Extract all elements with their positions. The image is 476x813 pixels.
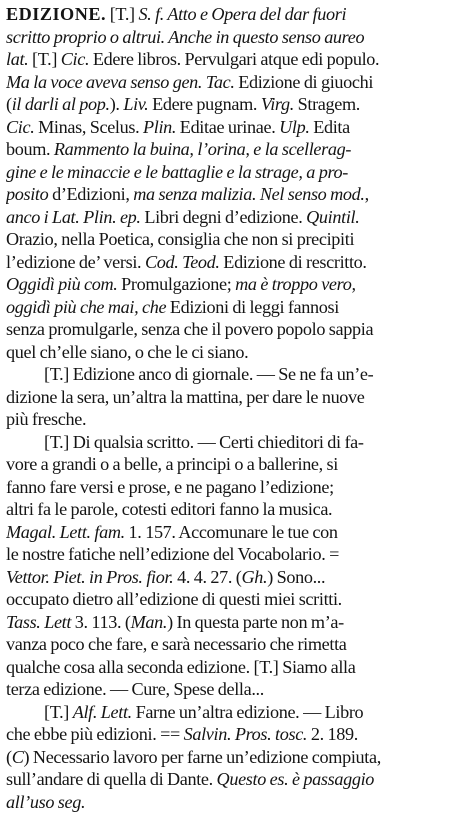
text-segment: d’Edizioni, xyxy=(48,184,133,204)
text-line xyxy=(6,768,468,791)
text-segment: occupato dietro all’edizione di questi miei scritti. xyxy=(6,589,342,609)
text-segment: ) Necessario lavoro per farne un’edizione compiuta, xyxy=(24,747,381,767)
italic-text: Cic. xyxy=(6,117,34,137)
italic-text: Gh. xyxy=(241,567,267,587)
italic-text: Ma la voce aveva senso gen. Tac. xyxy=(6,72,235,92)
text-segment: [T.] Edizione anco di giornale. — Se ne fa un’e- xyxy=(44,364,373,384)
text-segment: [T.] xyxy=(106,4,138,24)
text-segment: Stragem. xyxy=(294,94,360,114)
text-line xyxy=(6,498,468,521)
text-line xyxy=(6,408,468,431)
italic-text: Oggidì più com. xyxy=(6,274,117,294)
text-line xyxy=(6,656,468,679)
text-line xyxy=(6,228,468,251)
text-segment: Edizione di giuochi xyxy=(235,72,373,92)
text-segment: Orazio, nella Poetica, consiglia che non si precipiti xyxy=(6,229,354,249)
italic-text: Alf. Lett. xyxy=(73,702,132,722)
text-segment: Edere libros. Pervulgari atque edi populo. xyxy=(89,49,379,69)
italic-text: Cic. xyxy=(61,49,89,69)
text-line xyxy=(6,71,468,94)
text-line xyxy=(6,791,468,813)
text-segment: Edizione di rescritto. xyxy=(220,252,367,272)
text-segment: [T.] xyxy=(28,49,60,69)
italic-text: Rammento la buina, l’orina, e la scellerag- xyxy=(54,139,351,159)
text-segment: qualche cosa alla seconda edizione. [T.] Siamo alla xyxy=(6,657,355,677)
italic-text: ma senza malizia. Nel senso mod. xyxy=(133,184,364,204)
text-line xyxy=(6,521,468,544)
italic-text: posito xyxy=(6,184,48,204)
text-line xyxy=(6,363,468,386)
text-line xyxy=(6,296,468,319)
italic-text: Magal. Lett. fam. xyxy=(6,522,125,542)
text-line xyxy=(6,453,468,476)
text-line xyxy=(6,3,468,26)
italic-text: S. f. Atto e Opera del dar fuori xyxy=(138,4,346,24)
italic-text: Quintil. xyxy=(306,207,359,227)
text-segment: senza promulgarle, senza che il povero popolo sappia xyxy=(6,319,373,339)
italic-text: oggidì più che mai, che xyxy=(6,297,166,317)
text-line xyxy=(6,138,468,161)
text-segment: ) In questa parte non m’a- xyxy=(167,612,344,632)
text-line xyxy=(6,543,468,566)
italic-text: Questo es. è passaggio xyxy=(217,769,375,789)
text-line xyxy=(6,341,468,364)
text-segment: che ebbe più edizioni. == xyxy=(6,724,184,744)
italic-text: Plin. xyxy=(143,117,176,137)
text-segment: [T.] xyxy=(44,702,73,722)
italic-text: gine e le minaccie e le battaglie e la strage, a pro- xyxy=(6,162,348,182)
text-segment: Libri degni d’edizione. xyxy=(141,207,307,227)
italic-text: Ulp. xyxy=(279,117,309,137)
text-segment: ( xyxy=(6,94,12,114)
text-line xyxy=(6,206,468,229)
text-segment: Editae urinae. xyxy=(176,117,279,137)
text-line xyxy=(6,26,468,49)
text-segment: [T.] Di qualsia scritto. — Certi chieditori di fa- xyxy=(44,432,364,452)
text-line xyxy=(6,723,468,746)
italic-text: C xyxy=(12,747,24,767)
text-line xyxy=(6,566,468,589)
text-segment: Promulgazione; xyxy=(117,274,235,294)
text-line xyxy=(6,633,468,656)
text-line xyxy=(6,318,468,341)
text-line xyxy=(6,678,468,701)
text-line xyxy=(6,273,468,296)
text-segment: ( xyxy=(6,747,12,767)
text-line xyxy=(6,48,468,71)
text-line xyxy=(6,611,468,634)
text-line xyxy=(6,476,468,499)
text-segment: boum. xyxy=(6,139,54,159)
text-segment: più fresche. xyxy=(6,409,86,429)
text-segment: le nostre fatiche nell’edizione del Vocabolario. = xyxy=(6,544,339,564)
italic-text: Cod. Teod. xyxy=(145,252,220,272)
text-segment: ). xyxy=(110,94,124,114)
italic-text: all’uso seg. xyxy=(6,792,85,812)
text-segment: vore a grandi o a belle, a principi o a ballerine, si xyxy=(6,454,338,474)
text-line xyxy=(6,161,468,184)
text-segment: vanza poco che fare, e sarà necessario che rimetta xyxy=(6,634,347,654)
text-segment: ) Sono... xyxy=(267,567,325,587)
text-segment: l’edizione de’ versi. xyxy=(6,252,145,272)
italic-text: anco i Lat. Plin. ep. xyxy=(6,207,141,227)
italic-text: Virg. xyxy=(261,94,294,114)
text-line xyxy=(6,93,468,116)
text-segment: 1. 157. Accomunare le tue con xyxy=(125,522,338,542)
text-line xyxy=(6,701,468,724)
italic-text: Salvin. Pros. tosc. xyxy=(184,724,308,744)
italic-text: Man. xyxy=(131,612,168,632)
text-segment: quel ch’elle siano, o che le ci siano. xyxy=(6,342,248,362)
text-segment: sull’andare di quella di Dante. xyxy=(6,769,217,789)
text-segment: 4. 4. 27. ( xyxy=(173,567,241,587)
text-line xyxy=(6,386,468,409)
text-line xyxy=(6,183,468,206)
text-line xyxy=(6,116,468,139)
text-line xyxy=(6,746,468,769)
italic-text: Tass. Lett xyxy=(6,612,71,632)
text-segment: 2. 189. xyxy=(307,724,358,744)
text-segment: 3. 113. ( xyxy=(71,612,131,632)
italic-text: il darli al pop. xyxy=(12,94,110,114)
italic-text: scritto proprio o altrui. Anche in questo senso aureo xyxy=(6,27,364,47)
text-segment: Edita xyxy=(310,117,350,137)
dictionary-entry-edizione xyxy=(6,3,468,813)
italic-text: Liv. xyxy=(123,94,148,114)
text-segment: altri fa le parole, cotesti editori fanno la musica. xyxy=(6,499,332,519)
text-segment: terza edizione. — Cure, Spese della... xyxy=(6,679,264,699)
text-segment: , xyxy=(365,184,369,204)
text-segment: Edizioni di leggi fannosi xyxy=(166,297,339,317)
text-line xyxy=(6,588,468,611)
text-segment: Edere pugnam. xyxy=(148,94,260,114)
text-line xyxy=(6,251,468,274)
text-segment: Minas, Scelus. xyxy=(34,117,143,137)
text-segment: fanno fare versi e prose, e ne pagano l’edizione; xyxy=(6,477,334,497)
italic-text: ma è troppo vero, xyxy=(235,274,356,294)
text-segment: dizione la sera, un’altra la mattina, per dare le nuove xyxy=(6,387,365,407)
italic-text: Vettor. Piet. in Pros. fior. xyxy=(6,567,173,587)
italic-text: lat. xyxy=(6,49,28,69)
text-segment: Farne un’altra edizione. — Libro xyxy=(132,702,363,722)
headword: EDIZIONE. xyxy=(6,4,106,24)
text-line xyxy=(6,431,468,454)
